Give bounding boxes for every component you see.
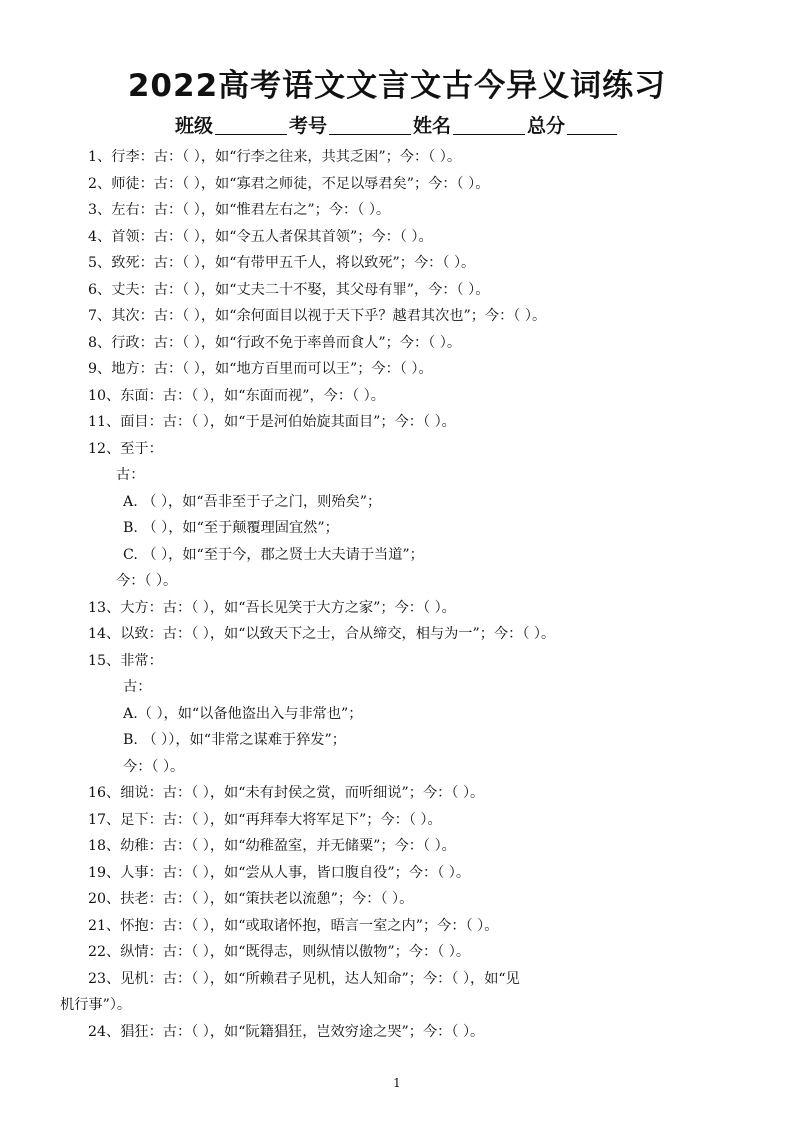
name-blank [453,116,525,135]
sub-line: 今：（ ）。 [123,759,185,775]
question-line: 7、其次：古：（ ），如“余何面目以视于天下乎？越君其次也”；今：（ ）。 [88,308,547,324]
question-line: 9、地方：古：（ ），如“地方百里而可以王”；今：（ ）。 [88,361,433,377]
question-line: 12、至于： [88,441,163,457]
question-line: 20、扶老：古：（ ），如“策扶老以流憩”；今：（ ）。 [88,891,414,907]
student-info-header [0,111,794,138]
question-line: 21、怀抱：古：（ ），如“或取诸怀抱，晤言一室之内”；今：（ ）。 [88,918,499,934]
question-line-continued: 机行事”）。 [60,997,132,1013]
sub-line: 今：（ ）。 [116,573,178,589]
question-line: 4、首领：古：（ ），如“令五人者保其首领”；今：（ ）。 [88,229,433,245]
question-line: 11、面目：古：（ ），如“于是河伯始旋其面目”；今：（ ）。 [88,414,456,430]
name-label: 姓名 [413,115,452,137]
question-line: 6、丈夫：古：（ ），如“丈夫二十不娶，其父母有罪”，今：（ ）。 [88,282,490,298]
sub-line: B. （ ），如“至于颠覆理固宜然”； [123,520,339,536]
question-line: 19、人事：古：（ ），如“尝从人事，皆口腹自役”；今：（ ）。 [88,865,471,881]
sub-line: A. （ ），如“吾非至于子之门，则殆矣”； [123,494,382,510]
sub-line: B. （ ）），如“非常之谋难于猝发”； [123,732,346,748]
sub-line: C. （ ），如“至于今，郡之贤士大夫请于当道”； [123,547,424,563]
question-line: 17、足下：古：（ ），如“再拜奉大将军足下”；今：（ ）。 [88,812,442,828]
question-line: 24、猖狂：古：（ ），如“阮籍猖狂，岂效穷途之哭”；今：（ ）。 [88,1024,485,1040]
question-line: 3、左右：古：（ ），如“惟君左右之”；今：（ ）。 [88,202,391,218]
question-line: 22、纵情：古：（ ），如“既得志，则纵情以傲物”；今：（ ）。 [88,944,471,960]
question-line: 10、东面：古：（ ），如“东面而视”，今：（ ）。 [88,388,385,404]
page-title: 2022高考语文文言文古今异义词练习 [127,68,667,104]
sub-line: 古： [116,467,145,483]
question-line: 23、见机：古：（ ），如“所赖君子见机，达人知命”；今：（ ），如“见 [88,971,520,987]
question-line: 2、师徒：古：（ ），如“寡君之师徒，不足以辱君矣”；今：（ ）。 [88,176,490,192]
question-line: 8、行政：古：（ ），如“行政不免于率兽而食人”；今：（ ）。 [88,335,462,351]
exam-number-blank [329,116,411,135]
question-line: 1、行李：古：（ ），如“行李之往来，共其乏困”；今：（ ）。 [88,149,462,165]
class-label: 班级 [174,115,213,137]
sub-line: 古： [123,679,152,695]
total-score-label: 总分 [527,115,566,137]
class-blank [215,116,287,135]
question-line: 13、大方：古：（ ），如“吾长见笑于大方之家”；今：（ ）。 [88,600,456,616]
question-line: 18、幼稚：古：（ ），如“幼稚盈室，并无储粟”；今：（ ）。 [88,838,456,854]
page-number: 1 [393,1076,401,1090]
question-line: 16、细说：古：（ ），如“未有封侯之赏，而听细说”；今：（ ）。 [88,785,485,801]
question-line: 15、非常： [88,653,163,669]
exam-number-label: 考号 [288,115,327,137]
question-line: 14、以致：古：（ ），如“以致天下之士，合从缔交，相与为一”；今：（ ）。 [88,626,556,642]
total-score-blank [567,116,617,135]
question-line: 5、致死：古：（ ），如“有带甲五千人，将以致死”；今：（ ）。 [88,255,476,271]
sub-line: A.（ ），如“以备他盗出入与非常也”； [123,706,363,722]
